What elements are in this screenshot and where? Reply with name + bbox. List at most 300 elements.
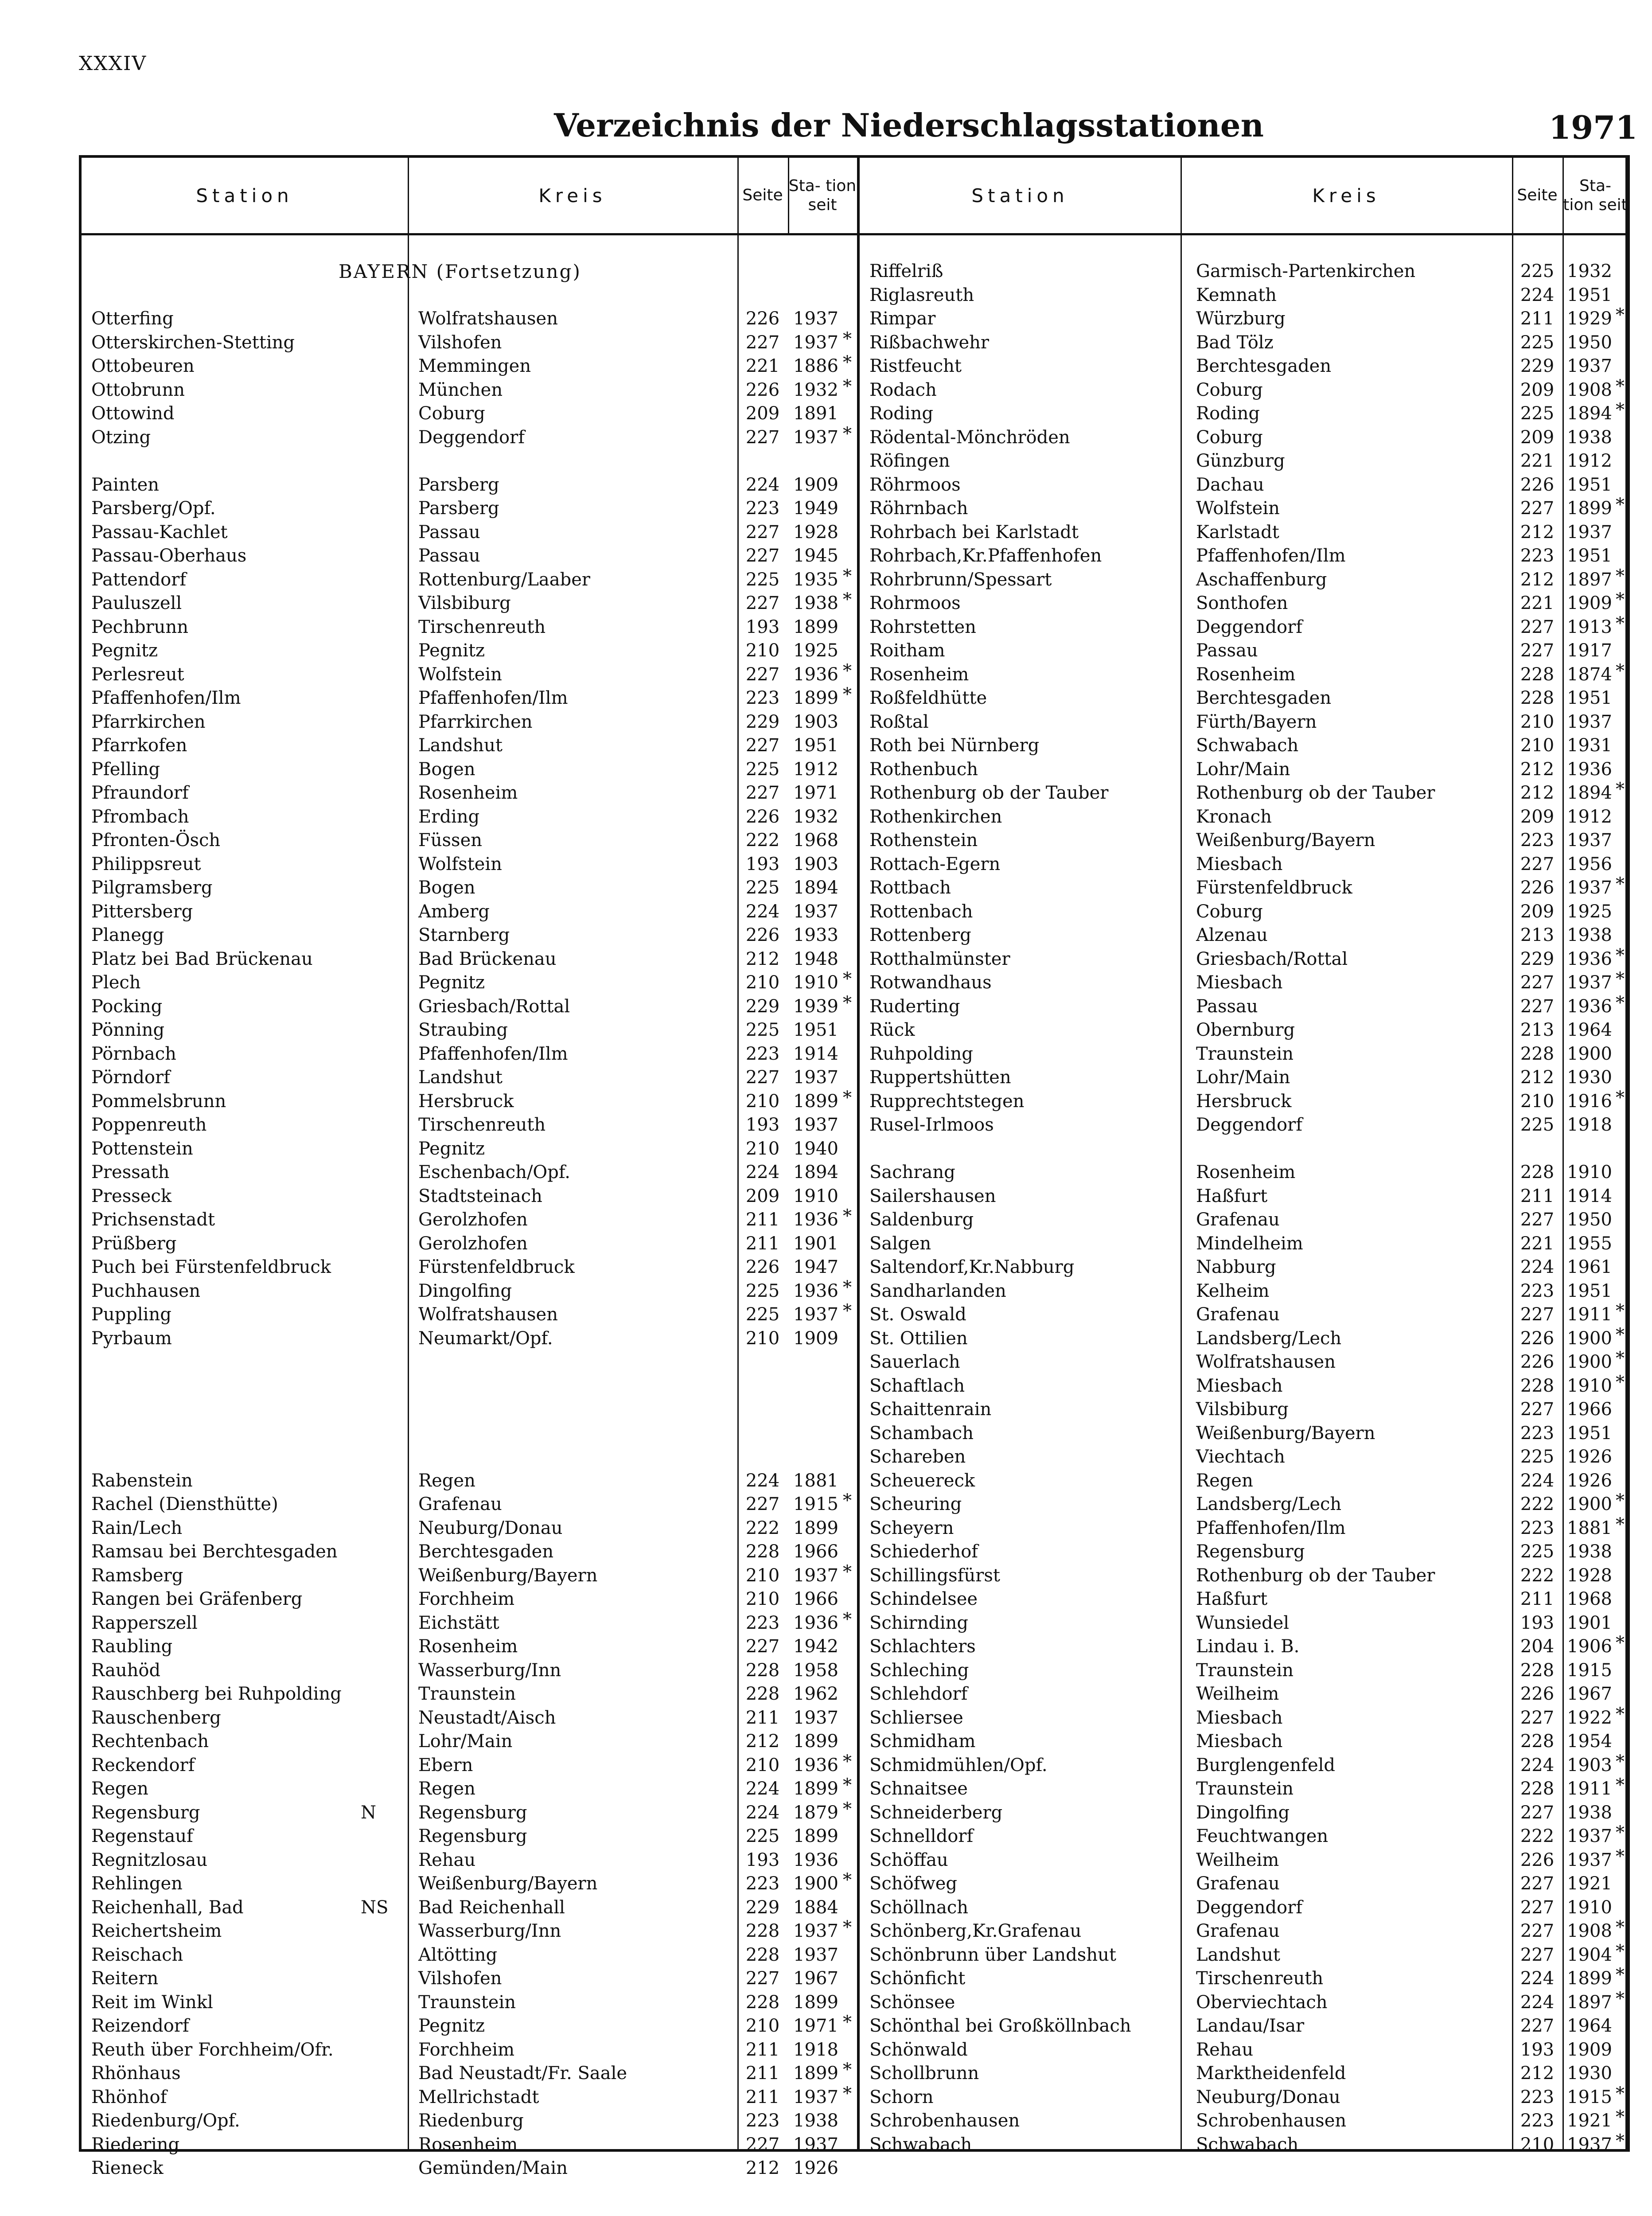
table-cell: [1616, 1134, 1626, 1158]
table-cell: 1925: [793, 640, 838, 661]
table-cell: *: [843, 1917, 852, 1938]
table-cell: Rhönhof: [91, 2087, 167, 2107]
table-cell: *: [1616, 1324, 1625, 1345]
table-cell: [361, 829, 388, 853]
table-cell: Pattendorf: [91, 569, 187, 590]
table-cell: *: [843, 1277, 852, 1298]
table-cell: 1932: [793, 806, 838, 827]
header-kreis-right: Kreis: [1312, 184, 1380, 207]
table-cell: *: [1616, 1822, 1625, 1843]
table-cell: [1616, 754, 1626, 778]
table-cell: Rosenheim: [1196, 1162, 1296, 1182]
table-cell: [1616, 1726, 1626, 1750]
table-cell: 1901: [1567, 1612, 1612, 1633]
table-cell: Rosenheim: [418, 1636, 518, 1657]
table-cell: Rosenheim: [418, 783, 518, 803]
table-cell: Reit im Winkl: [91, 1992, 213, 2013]
table-cell: 211: [745, 1707, 780, 1728]
table-cell: 227: [745, 1968, 780, 1989]
table-cell: 224: [745, 901, 780, 922]
table-cell: *: [843, 423, 852, 444]
table-cell: 229: [745, 1897, 780, 1918]
table-cell: [361, 331, 388, 355]
table-cell: 222: [745, 1518, 780, 1538]
table-cell: 1921: [1567, 1873, 1612, 1894]
table-cell: 211: [745, 1209, 780, 1230]
table-cell: 1901: [793, 1233, 838, 1254]
table-cell: Rehlingen: [91, 1873, 183, 1894]
table-cell: Schlehdorf: [869, 1684, 968, 1704]
table-cell: 225: [1520, 403, 1555, 424]
table-cell: 1968: [793, 830, 838, 851]
table-cell: Rechtenbach: [91, 1731, 209, 1752]
table-cell: 1933: [793, 925, 838, 945]
table-cell: Pfarrkirchen: [91, 711, 206, 732]
table-cell: Prüßberg: [91, 1233, 177, 1254]
table-cell: Forchheim: [418, 2039, 515, 2060]
table-cell: [1616, 1205, 1626, 1229]
table-cell: Haßfurt: [1196, 1589, 1268, 1609]
table-cell: Gerolzhofen: [418, 1209, 528, 1230]
table-cell: *: [843, 376, 852, 397]
table-cell: Rachel (Diensthütte): [91, 1494, 278, 1514]
table-cell: Rottenbach: [869, 901, 973, 922]
table-cell: [843, 778, 856, 802]
page-number: XXXIV: [79, 52, 147, 75]
table-cell: [361, 544, 388, 568]
table-cell: 1938: [1567, 1802, 1612, 1823]
table-cell: 210: [745, 1589, 780, 1609]
table-cell: Landshut: [418, 735, 503, 756]
table-cell: [843, 1726, 856, 1750]
table-cell: *: [1616, 566, 1625, 586]
left-mark-column: [361, 260, 388, 2181]
table-cell: 224: [1520, 1470, 1555, 1491]
table-cell: [361, 2062, 388, 2086]
table-cell: [739, 449, 787, 473]
table-cell: *: [1616, 660, 1625, 681]
table-cell: Schönberg,Kr.Grafenau: [869, 1921, 1082, 1941]
table-cell: 1936: [793, 1849, 838, 1870]
table-cell: [843, 802, 856, 826]
table-cell: 228: [745, 1660, 780, 1681]
table-cell: 1912: [1567, 806, 1612, 827]
table-cell: [361, 710, 388, 734]
table-cell: [361, 1635, 388, 1659]
table-cell: N: [361, 1802, 376, 1823]
table-cell: [843, 1181, 856, 1205]
table-cell: [361, 616, 388, 640]
table-cell: [361, 1919, 388, 1943]
table-cell: 1918: [1567, 1115, 1612, 1135]
table-cell: 221: [745, 356, 780, 376]
table-cell: St. Oswald: [869, 1304, 966, 1325]
table-cell: Reichertsheim: [91, 1921, 222, 1941]
table-cell: Passau: [418, 522, 480, 542]
table-cell: 1948: [793, 948, 838, 969]
table-cell: Vilsbiburg: [418, 593, 511, 613]
table-cell: Scheuring: [869, 1494, 962, 1514]
table-cell: Roding: [1196, 403, 1260, 424]
table-cell: [361, 355, 388, 378]
table-cell: Oberviechtach: [1196, 1992, 1328, 2013]
table-cell: Rapperszell: [91, 1612, 198, 1633]
table-cell: 211: [745, 2087, 780, 2107]
table-cell: 1899: [793, 1779, 838, 1799]
table-cell: 224: [745, 474, 780, 495]
table-cell: 1930: [1567, 2063, 1612, 2083]
table-cell: Passau: [1196, 996, 1258, 1017]
table-cell: Passau: [1196, 640, 1258, 661]
table-cell: Weilheim: [1196, 1684, 1279, 1704]
table-cell: 1938: [1567, 1541, 1612, 1562]
table-cell: 228: [1520, 1043, 1555, 1064]
table-cell: [1616, 1869, 1626, 1892]
table-cell: Schönwald: [869, 2039, 968, 2060]
table-cell: 1891: [793, 403, 838, 424]
table-cell: 209: [1520, 901, 1555, 922]
table-cell: *: [843, 1301, 852, 1321]
table-cell: 193: [1520, 2039, 1555, 2060]
table-cell: 227: [1520, 498, 1555, 519]
table-cell: 226: [745, 379, 780, 400]
table-cell: 1886: [793, 356, 838, 376]
table-cell: 227: [1520, 1873, 1555, 1894]
table-cell: 1937: [793, 1565, 838, 1586]
table-cell: 226: [1520, 1684, 1555, 1704]
table-cell: St. Ottilien: [869, 1328, 968, 1349]
table-cell: 222: [1520, 1494, 1555, 1514]
table-cell: 212: [745, 2158, 780, 2178]
table-cell: [843, 1703, 856, 1727]
table-cell: *: [843, 328, 852, 349]
table-cell: [361, 1042, 388, 1066]
table-cell: Reitern: [91, 1968, 159, 1989]
table-cell: Bad Tölz: [1196, 332, 1274, 353]
table-cell: Pfarrkirchen: [418, 711, 533, 732]
table-cell: Gerolzhofen: [418, 1233, 528, 1254]
table-cell: [789, 1422, 842, 1446]
table-cell: [1616, 541, 1626, 565]
table-cell: [1616, 849, 1626, 873]
table-cell: *: [843, 1206, 852, 1226]
table-cell: Pocking: [91, 996, 163, 1017]
table-cell: Fürth/Bayern: [1196, 711, 1317, 732]
table-cell: Griesbach/Rottal: [418, 996, 570, 1017]
table-cell: Forchheim: [418, 1589, 515, 1609]
table-cell: [1616, 683, 1626, 707]
table-cell: [843, 1252, 856, 1276]
table-cell: [361, 1991, 388, 2015]
table-cell: 212: [1520, 783, 1555, 803]
table-cell: *: [1616, 376, 1625, 397]
table-cell: [361, 284, 388, 308]
table-cell: [843, 944, 856, 968]
table-cell: 193: [1520, 1612, 1555, 1633]
table-cell: [843, 1134, 856, 1158]
table-cell: Rauschberg bei Ruhpolding: [91, 1684, 342, 1704]
table-cell: 1916: [1567, 1091, 1612, 1112]
table-cell: Coburg: [1196, 379, 1263, 400]
table-cell: 1937: [793, 1921, 838, 1941]
table-cell: Feuchtwangen: [1196, 1826, 1329, 1846]
table-cell: [1616, 2153, 1626, 2177]
table-cell: Coburg: [1196, 901, 1263, 922]
table-cell: [1616, 2058, 1626, 2082]
table-cell: [1616, 825, 1626, 849]
table-cell: 227: [1520, 1921, 1555, 1941]
table-cell: Dingolfing: [1196, 1802, 1290, 1823]
table-cell: [1616, 636, 1626, 659]
table-cell: Schorn: [869, 2087, 934, 2107]
table-cell: 1909: [1567, 593, 1612, 613]
table-cell: 228: [1520, 1660, 1555, 1681]
table-cell: 223: [745, 1873, 780, 1894]
table-cell: Pegnitz: [418, 2016, 485, 2036]
table-cell: Schwabach: [1196, 735, 1299, 756]
table-cell: 228: [1520, 664, 1555, 685]
table-cell: Rück: [869, 1020, 915, 1040]
table-cell: 227: [745, 546, 780, 566]
table-cell: [1616, 1418, 1626, 1442]
table-cell: *: [1616, 2130, 1625, 2151]
table-cell: Lohr/Main: [1196, 759, 1290, 780]
table-cell: Schaittenrain: [869, 1399, 992, 1420]
table-cell: [843, 873, 856, 897]
table-cell: 209: [1520, 806, 1555, 827]
table-cell: 1937: [793, 1067, 838, 1088]
table-cell: 1967: [793, 1968, 838, 1989]
table-cell: 1899: [793, 1992, 838, 2013]
table-cell: 227: [1520, 972, 1555, 993]
table-cell: [1616, 1157, 1626, 1181]
table-cell: [843, 1631, 856, 1655]
table-cell: [91, 1374, 342, 1398]
table-cell: Viechtach: [1196, 1447, 1285, 1467]
table-cell: Ruppertshütten: [869, 1067, 1011, 1088]
table-cell: 227: [745, 783, 780, 803]
table-cell: 1904: [1567, 1944, 1612, 1965]
table-cell: 1967: [1567, 1684, 1612, 1704]
table-cell: 193: [745, 1115, 780, 1135]
table-cell: [361, 1564, 388, 1588]
table-cell: 227: [1520, 1944, 1555, 1965]
table-cell: 1917: [1567, 640, 1612, 661]
table-cell: 1951: [1567, 688, 1612, 708]
table-cell: [843, 1679, 856, 1703]
table-cell: [418, 284, 627, 308]
table-cell: 227: [1520, 1304, 1555, 1325]
table-cell: Deggendorf: [1196, 616, 1302, 637]
table-cell: [361, 1469, 388, 1493]
table-cell: 228: [745, 1944, 780, 1965]
table-cell: *: [843, 992, 852, 1013]
table-cell: Poppenreuth: [91, 1115, 207, 1135]
table-cell: 229: [1520, 356, 1555, 376]
table-cell: [843, 1940, 856, 1964]
table-cell: *: [1616, 495, 1625, 515]
table-cell: 225: [745, 569, 780, 590]
table-cell: 228: [1520, 688, 1555, 708]
table-cell: 224: [1520, 1755, 1555, 1775]
table-cell: *: [1616, 945, 1625, 966]
table-cell: [739, 260, 787, 284]
table-cell: 223: [1520, 1518, 1555, 1538]
table-cell: 227: [1520, 1707, 1555, 1728]
table-cell: *: [1616, 1917, 1625, 1938]
table-cell: 209: [745, 1186, 780, 1206]
table-cell: 223: [1520, 1423, 1555, 1444]
table-cell: 226: [1520, 1352, 1555, 1372]
table-cell: Rothenstein: [869, 830, 978, 851]
table-cell: [1616, 280, 1626, 304]
header-seite-right: Seite: [1517, 186, 1558, 205]
table-cell: NS: [361, 1897, 389, 1918]
table-cell: Wolfstein: [418, 664, 502, 685]
table-cell: 210: [1520, 1091, 1555, 1112]
table-cell: [843, 730, 856, 754]
table-cell: 225: [1520, 1115, 1555, 1135]
table-cell: 1926: [1567, 1447, 1612, 1467]
table-cell: Pfaffenhofen/Ilm: [91, 688, 241, 708]
table-cell: 225: [745, 1304, 780, 1325]
table-cell: 1955: [1567, 1233, 1612, 1254]
table-cell: Raubling: [91, 1636, 173, 1657]
table-cell: Nabburg: [1196, 1257, 1276, 1277]
table-cell: [361, 900, 388, 924]
table-cell: 225: [745, 878, 780, 898]
table-cell: [1616, 1110, 1626, 1134]
table-cell: [789, 260, 842, 284]
table-cell: [361, 1588, 388, 1611]
table-cell: [1616, 897, 1626, 921]
table-cell: Füssen: [418, 830, 483, 851]
table-cell: Schmidmühlen/Opf.: [869, 1755, 1048, 1775]
table-cell: *: [1616, 1941, 1625, 1962]
table-cell: Pauluszell: [91, 593, 182, 613]
table-cell: 223: [745, 688, 780, 708]
right-seite-column: [1513, 260, 1561, 2157]
table-cell: 1903: [1567, 1755, 1612, 1775]
table-cell: [361, 876, 388, 900]
table-cell: [843, 1110, 856, 1134]
table-cell: [418, 1350, 627, 1374]
table-cell: 1918: [793, 2039, 838, 2060]
table-cell: [843, 1963, 856, 1987]
table-cell: 225: [1520, 1447, 1555, 1467]
table-cell: *: [1616, 1775, 1625, 1795]
table-cell: Rauhöd: [91, 1660, 161, 1681]
table-cell: Landshut: [1196, 1944, 1280, 1965]
table-cell: 1947: [793, 1257, 838, 1277]
table-cell: Schöfweg: [869, 1873, 957, 1894]
table-cell: Traunstein: [418, 1684, 516, 1704]
table-cell: 1903: [793, 711, 838, 732]
header-kreis-left: Kreis: [538, 184, 607, 207]
table-cell: Bogen: [418, 878, 475, 898]
table-cell: 223: [1520, 2111, 1555, 2131]
table-cell: Neustadt/Aisch: [418, 1707, 556, 1728]
table-cell: 227: [745, 1067, 780, 1088]
table-cell: [843, 1229, 856, 1252]
table-cell: Otterskirchen-Stetting: [91, 332, 295, 353]
table-cell: 224: [1520, 285, 1555, 305]
table-cell: Reischach: [91, 1944, 183, 1965]
table-cell: [843, 1371, 856, 1395]
table-cell: Aschaffenburg: [1196, 569, 1327, 590]
table-cell: Lohr/Main: [1196, 1067, 1290, 1088]
table-cell: 227: [1520, 640, 1555, 661]
table-cell: *: [1616, 1988, 1625, 2009]
table-cell: 210: [1520, 711, 1555, 732]
table-cell: 226: [1520, 878, 1555, 898]
right-kreis-column: [1196, 260, 1435, 2157]
table-cell: 210: [1520, 2134, 1555, 2155]
table-cell: *: [843, 684, 852, 705]
table-cell: 1937: [1567, 972, 1612, 993]
table-cell: [1513, 1137, 1561, 1161]
table-cell: Miesbach: [1196, 1731, 1283, 1752]
table-cell: 1906: [1567, 1636, 1612, 1657]
table-cell: Otterfing: [91, 308, 174, 329]
table-cell: *: [1616, 2107, 1625, 2127]
table-cell: [91, 1445, 342, 1469]
table-cell: *: [843, 1775, 852, 1795]
table-cell: Schöffau: [869, 1849, 948, 1870]
table-cell: *: [843, 352, 852, 373]
table-cell: Schwabach: [1196, 2134, 1299, 2155]
table-cell: Deggendorf: [418, 427, 525, 448]
table-cell: [361, 1967, 388, 1991]
table-cell: 193: [745, 854, 780, 874]
table-cell: Berchtesgaden: [418, 1541, 554, 1562]
table-cell: 1909: [793, 1328, 838, 1349]
table-cell: Hersbruck: [418, 1091, 514, 1112]
table-cell: 1894: [793, 1162, 838, 1182]
table-cell: Rohrstetten: [869, 616, 976, 637]
table-cell: Schlachters: [869, 1636, 976, 1657]
table-cell: [91, 284, 342, 308]
table-cell: [1616, 446, 1626, 470]
table-cell: 212: [1520, 569, 1555, 590]
table-cell: [1616, 256, 1626, 280]
table-cell: [1616, 1892, 1626, 1916]
table-cell: 210: [745, 1755, 780, 1775]
table-cell: Planegg: [91, 925, 164, 945]
right-station-column: [869, 260, 1131, 2157]
table-cell: 1954: [1567, 1731, 1612, 1752]
table-cell: 227: [1520, 1399, 1555, 1420]
table-cell: 221: [1520, 593, 1555, 613]
table-cell: 1911: [1567, 1779, 1612, 1799]
table-cell: Rothenbuch: [869, 759, 978, 780]
table-cell: Eichstätt: [418, 1612, 499, 1633]
table-cell: Miesbach: [1196, 854, 1283, 874]
table-cell: [843, 1394, 856, 1418]
table-cell: *: [1616, 1490, 1625, 1511]
table-cell: Marktheidenfeld: [1196, 2063, 1346, 2083]
table-cell: [739, 1398, 787, 1422]
table-cell: Pegnitz: [418, 640, 485, 661]
table-cell: [1616, 1229, 1626, 1252]
table-cell: Tirschenreuth: [1196, 1968, 1324, 1989]
table-cell: [789, 284, 842, 308]
table-cell: 1897: [1567, 1992, 1612, 2013]
table-cell: Deggendorf: [1196, 1115, 1302, 1135]
table-cell: Rothenkirchen: [869, 806, 1002, 827]
table-cell: Pfaffenhofen/Ilm: [418, 1043, 568, 1064]
table-cell: [843, 1845, 856, 1869]
